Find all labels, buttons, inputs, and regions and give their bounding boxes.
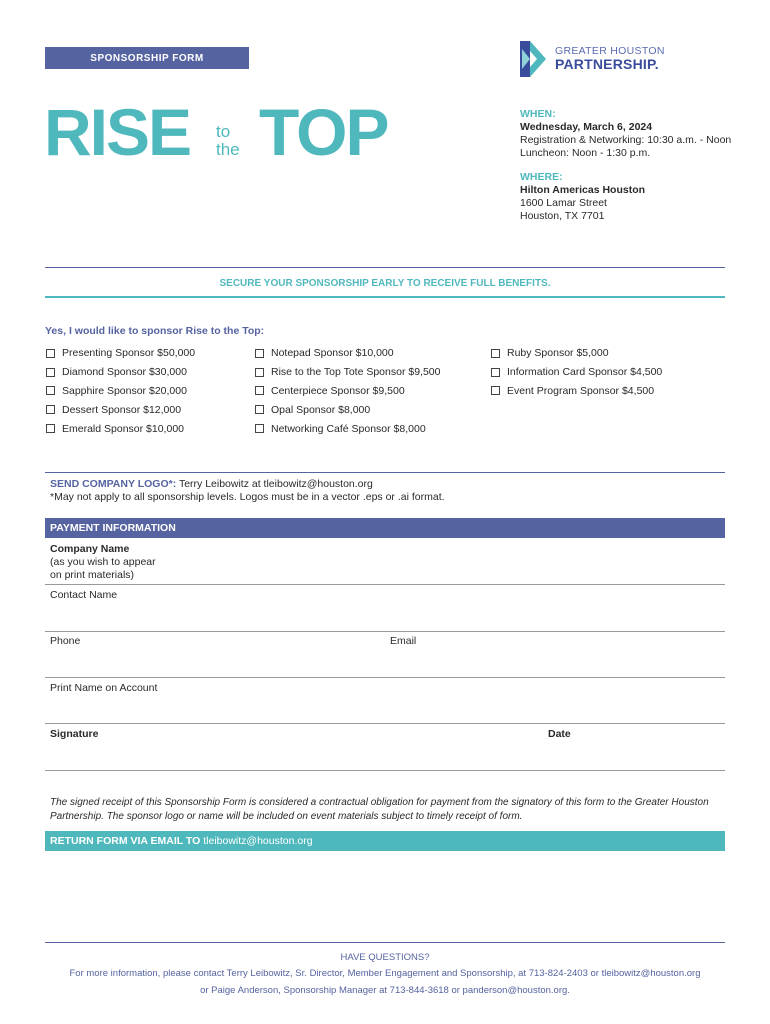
field-line [45, 770, 725, 771]
company-name-field[interactable] [50, 543, 156, 582]
sponsor-column-1 [46, 344, 256, 438]
partnership-logo [518, 38, 738, 80]
email-field[interactable] [385, 647, 725, 677]
field-line [45, 584, 725, 585]
event-details [520, 108, 760, 223]
logo-word-rise: RISE [44, 95, 191, 169]
field-line [45, 677, 725, 678]
send-logo-label: SEND COMPANY LOGO*: [50, 478, 177, 490]
sponsor-option-label: Information Card Sponsor $4,500 [507, 366, 663, 379]
checkbox[interactable] [46, 405, 55, 414]
divider [45, 472, 725, 473]
print-name-field[interactable] [45, 694, 725, 723]
partnership-chevron-icon [518, 39, 548, 79]
return-form-label: RETURN FORM VIA EMAIL TO [50, 835, 201, 847]
phone-field[interactable] [45, 647, 385, 677]
sponsor-option-label: Emerald Sponsor $10,000 [62, 422, 184, 435]
sponsor-option[interactable] [255, 382, 490, 401]
contact-name-field[interactable] [45, 600, 725, 630]
sponsor-option[interactable] [491, 363, 726, 382]
sponsor-option[interactable] [46, 419, 256, 438]
checkbox[interactable] [491, 386, 500, 395]
sponsor-column-3 [491, 344, 726, 400]
checkbox[interactable] [491, 349, 500, 358]
return-form-email[interactable]: tleibowitz@houston.org [200, 835, 313, 847]
form-title-tag: SPONSORSHIP FORM [45, 47, 249, 69]
brand-top-text: GREATER HOUSTON [555, 45, 665, 58]
sponsor-option-label: Diamond Sponsor $30,000 [62, 366, 187, 379]
contact-name-label: Contact Name [50, 589, 118, 601]
sponsor-option[interactable] [255, 400, 490, 419]
print-name-label: Print Name on Account [50, 682, 158, 694]
footer-contact-line-2: or Paige Anderson, Sponsorship Manager at 713-844-3618 or panderson@houston.org. [200, 985, 570, 996]
company-name-hint: (as you wish to appear [50, 556, 156, 568]
sponsor-option[interactable] [46, 344, 256, 363]
footer-heading: HAVE QUESTIONS? [340, 952, 430, 963]
when-registration: Registration & Networking: 10:30 a.m. - Noon [520, 134, 732, 146]
checkbox[interactable] [46, 386, 55, 395]
sponsor-option[interactable] [255, 419, 490, 438]
sponsor-option[interactable] [46, 363, 256, 382]
checkbox[interactable] [491, 368, 500, 377]
signature-label: Signature [50, 728, 99, 740]
sponsor-option-label: Centerpiece Sponsor $9,500 [271, 384, 405, 397]
logo-disclaimer: *May not apply to all sponsorship levels. Logos must be in a vector .eps or .ai format. [50, 491, 445, 503]
checkbox[interactable] [255, 386, 264, 395]
when-date: Wednesday, March 6, 2024 [520, 121, 653, 133]
checkbox[interactable] [255, 424, 264, 433]
return-form-bar [45, 831, 725, 851]
sponsor-option-label: Rise to the Top Tote Sponsor $9,500 [271, 366, 441, 379]
divider [45, 942, 725, 943]
when-label: WHEN: [520, 108, 556, 120]
where-label: WHERE: [520, 171, 563, 183]
divider [45, 296, 725, 298]
sponsor-option-label: Networking Café Sponsor $8,000 [271, 422, 426, 435]
company-name-label: Company Name [50, 543, 130, 555]
sponsor-option-label: Event Program Sponsor $4,500 [507, 384, 655, 397]
sponsor-option-label: Ruby Sponsor $5,000 [507, 347, 609, 360]
phone-label: Phone [50, 635, 81, 647]
where-city: Houston, TX 7701 [520, 210, 605, 222]
sponsor-option[interactable] [255, 363, 490, 382]
checkbox[interactable] [255, 368, 264, 377]
where-street: 1600 Lamar Street [520, 197, 607, 209]
email-label: Email [390, 635, 417, 647]
sponsor-option[interactable] [255, 344, 490, 363]
when-luncheon: Luncheon: Noon - 1:30 p.m. [520, 147, 651, 159]
sponsor-option[interactable] [491, 344, 726, 363]
date-label: Date [548, 728, 571, 740]
footer-contact-line-1: For more information, please contact Terry Leibowitz, Sr. Director, Member Engagement and Sponsorship, at 713-824-2403 or tleibowitz@houston.org [69, 968, 701, 979]
send-logo-contact: Terry Leibowitz at tleibowitz@houston.org [176, 478, 373, 490]
sponsor-intro: Yes, I would like to sponsor Rise to the Top: [45, 325, 265, 337]
sponsor-option[interactable] [46, 400, 256, 419]
sponsor-option-label: Dessert Sponsor $12,000 [62, 403, 182, 416]
brand-bottom-text: PARTNERSHIP. [555, 56, 659, 73]
send-logo-note [50, 478, 730, 504]
sponsor-option-label: Opal Sponsor $8,000 [271, 403, 371, 416]
field-line [45, 723, 725, 724]
checkbox[interactable] [46, 349, 55, 358]
sponsor-option[interactable] [46, 382, 256, 401]
sponsor-option-label: Presenting Sponsor $50,000 [62, 347, 196, 360]
sponsor-option[interactable] [491, 382, 726, 401]
date-field[interactable] [545, 740, 725, 770]
sponsor-column-2 [255, 344, 490, 438]
rise-to-the-top-logo [44, 95, 404, 169]
checkbox[interactable] [46, 368, 55, 377]
checkbox[interactable] [255, 349, 264, 358]
company-name-hint: on print materials) [50, 569, 135, 581]
where-venue: Hilton Americas Houston [520, 184, 646, 196]
divider [45, 267, 725, 268]
logo-word-the: the [216, 140, 240, 159]
checkbox[interactable] [46, 424, 55, 433]
checkbox[interactable] [255, 405, 264, 414]
sponsor-option-label: Sapphire Sponsor $20,000 [62, 384, 187, 397]
field-line [45, 631, 725, 632]
logo-word-to: to [216, 122, 231, 141]
secure-banner: SECURE YOUR SPONSORSHIP EARLY TO RECEIVE FULL BENEFITS. [219, 278, 551, 289]
payment-heading: PAYMENT INFORMATION [45, 518, 725, 538]
logo-word-top: TOP [259, 95, 388, 169]
signature-field[interactable] [45, 740, 545, 770]
sponsor-option-label: Notepad Sponsor $10,000 [271, 347, 394, 360]
legal-text: The signed receipt of this Sponsorship Form is considered a contractual obligation for payment from the signatory of this form to the Greater Houston Partnership. The sponsor logo or name will be included on event materials subject to timely receipt of form. [50, 797, 709, 822]
